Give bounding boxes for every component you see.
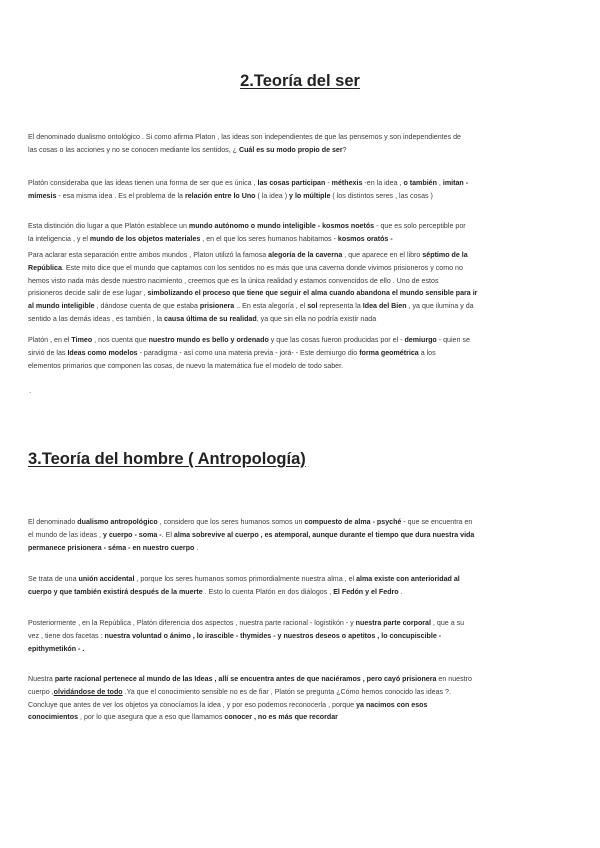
s3-p3-line-3: epithymetikón - .: [28, 644, 85, 653]
s3-p2-line-1: Se trata de una unión accidental , porque los seres humanos somos primordialmente nuestra alma , el alma existe con anterioridad al: [28, 575, 460, 583]
s3-p4-line-2: cuerpo ,olvidándose de todo .Ya que el conocimiento sensible no es de fiar , Platón se pregunta ¿Cómo hemos conocido las ideas ?.: [28, 687, 451, 696]
s2-p4-line-2: República. Este mito dice que el mundo que captamos con los sentidos no es más que una caverna donde vivimos prisioneros y como no: [28, 263, 463, 272]
s3-p4-line-1: Nuestra parte racional pertenece al mundo de las Ideas , allí se encuentra antes de que naciéramos , pero cayó prisionera en nuestro: [28, 675, 472, 683]
s3-p1-line-1: El denominado dualismo antropológico , considero que los seres humanos somos un compuesto de alma - psyché - que se encuentra en: [28, 518, 473, 526]
s2-p3-line-1: Esta distinción dio lugar a que Platón establece un mundo autónomo o mundo inteligible - kosmos noetós - que es solo perceptible por: [28, 222, 466, 230]
section-2-title: 2.Teoría del ser: [240, 72, 360, 90]
s3-p4-line-3: Concluye que antes de ver los objetos ya conocíamos la idea , y por eso podemos reconocerla , porque ya nacimos con esos: [28, 700, 428, 709]
s2-p4-line-1: Para aclarar esta separación entre ambos mundos , Platon utilizó la famosa alegoría de la caverna , que aparece en el libro séptimo de la: [28, 251, 468, 259]
s2-paragraph-4: [28, 249, 568, 326]
s2-paragraph-2: [28, 177, 568, 203]
s3-p1-line-2: el mundo de las ideas , y cuerpo - soma -. El alma sobrevive al cuerpo , es atemporal, aunque durante el tiempo que dura nuestra vida: [28, 530, 475, 539]
s2-p5-line-1: Platón , en el Timeo , nos cuenta que nuestro mundo es bello y ordenado y que las cosas fueron producidas por el - demiurgo - quien se: [28, 336, 470, 344]
stray-dot: .: [29, 386, 32, 395]
s2-p4-line-6: sentido a las demás ideas , es también , la causa última de su realidad, ya que sin ella no podría existir nada: [28, 314, 377, 323]
s2-p2-line-1: Platón consideraba que las ideas tienen una forma de ser que es única , las cosas participan - méthexis -en la idea , o también , imitan -: [28, 179, 469, 187]
s3-paragraph-1: [28, 516, 568, 554]
s2-p4-line-5: al mundo inteligible , dándose cuenta de que estaba prisionera .. En esta alegoría , el sol representa la Idea del Bien , ya que ilumina y da: [28, 302, 474, 311]
s3-p4-line-4: conocimientos , por lo que asegura que a eso que llamamos conocer , no es más que recordar: [28, 713, 338, 722]
s3-paragraph-2: [28, 573, 568, 599]
s2-p5-line-3: elementos primarios que componen las cosas, de nuevo la matemática fue el modelo de todo saber.: [28, 361, 344, 370]
s3-paragraph-4: [28, 673, 568, 724]
s3-p1-line-3: permanece prisionera - séma - en nuestro cuerpo .: [28, 543, 199, 552]
s2-paragraph-1: [28, 131, 568, 157]
s2-p5-line-2: sirvió de las Ideas como modelos - paradigma - así como una materia previa - jorá- - Este demiurgo dio forma geométrica a los: [28, 348, 436, 357]
s2-p3-line-2: la inteligencia , y el mundo de los objetos materiales , en el que los seres humanos habitamos - kosmos oratós -: [28, 234, 393, 243]
section-3-title: 3.Teoría del hombre ( Antropología): [28, 450, 306, 468]
s2-paragraph-3: [28, 220, 568, 246]
s3-paragraph-3: [28, 617, 568, 655]
s2-p1-line-2: las cosas o las acciones y no se conocen mediante los sentidos, ¿ Cuál es su modo propio de ser?: [28, 145, 347, 154]
s2-p4-line-4: prisioneros decide salir de ese lugar , simbolizando el proceso que tiene que seguir el alma cuando abandona el mundo sensible para ir: [28, 289, 478, 298]
s2-p1-line-1: El denominado dualismo ontológico . Si como afirma Platon , las ideas son independientes de que las pensemos y son independientes de: [28, 133, 461, 141]
s2-p2-line-2: mímesis - esa misma idea . Es el problema de la relación entre lo Uno ( la idea ) y lo múltiple ( los distintos seres , las cosas ): [28, 191, 433, 200]
s3-p2-line-2: cuerpo y que también existirá después de la muerte . Esto lo cuenta Platón en dos diálogos , El Fedón y el Fedro .: [28, 587, 403, 596]
s3-p3-line-2: vez , tiene dos facetas : nuestra voluntad o ánimo , lo irascible - thymides - y nuestros deseos o apetitos , lo concupiscible -: [28, 631, 442, 640]
s3-p3-line-1: Posteriormente , en la República , Platón diferencia dos aspectos , nuestra parte racional - logistikón - y nuestra parte corporal , que a su: [28, 619, 465, 627]
s2-p4-line-3: hemos visto nada más desde nuestro nacimiento , creemos que es la única realidad y estamos convencidos de ello . Uno de estos: [28, 276, 439, 285]
s2-paragraph-5: [28, 334, 568, 372]
